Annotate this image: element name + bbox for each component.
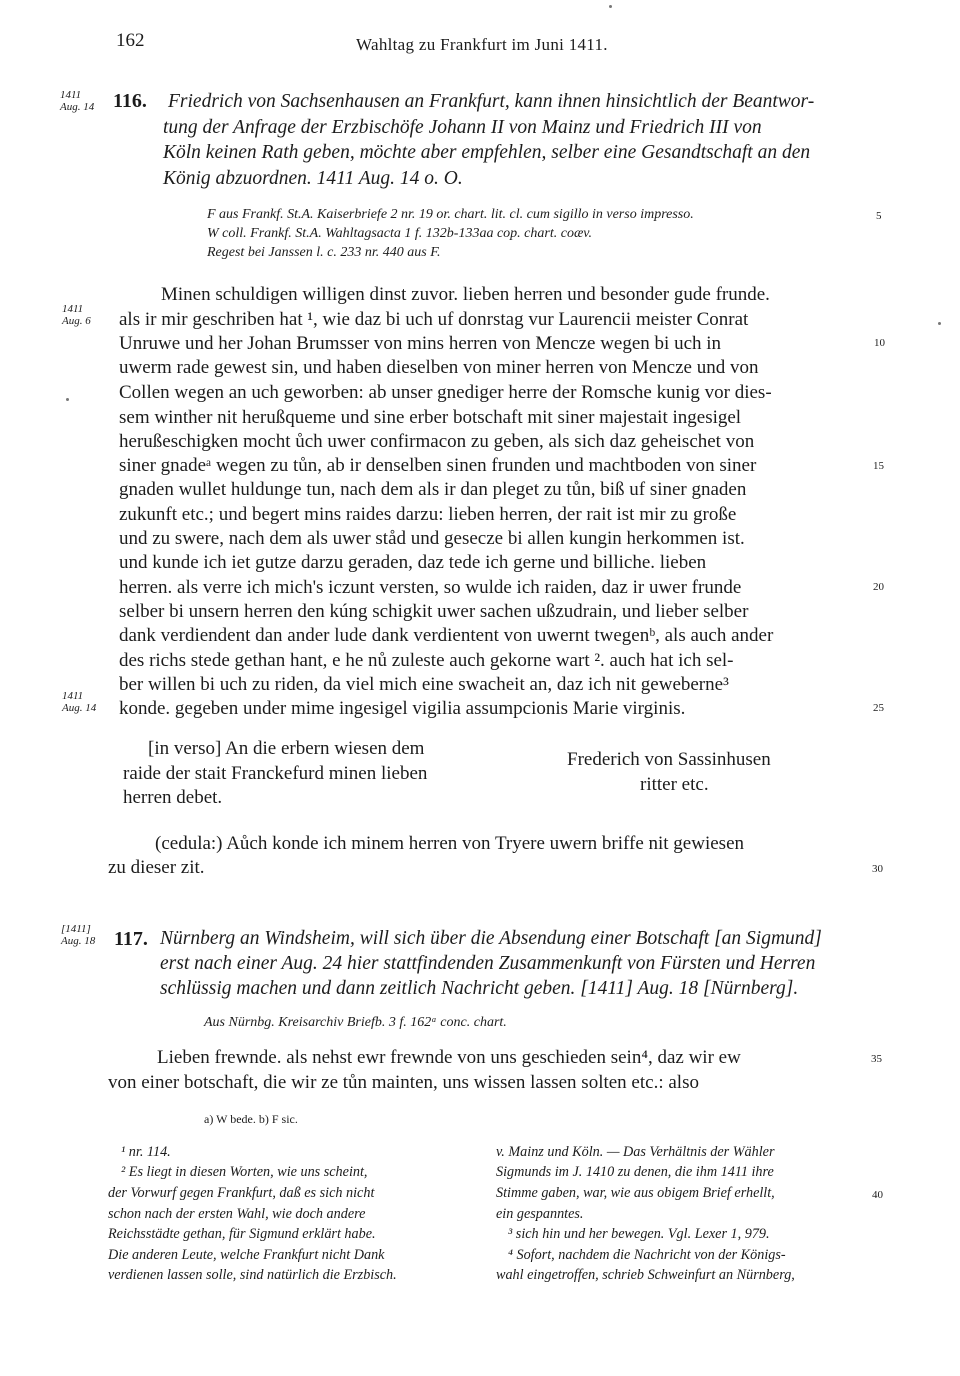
- entry116-text-line: selber bi unsern herren den kúng schigkit uwer sachen ußzudrain, und lieber selber: [119, 601, 749, 622]
- entry116-text-line: dank verdiendent dan ander lude dank verdientent von uwernt twegenᵇ, als auch ander: [119, 625, 774, 646]
- entry116-text-line: als ir mir geschriben hat ¹, wie daz bi uch uf donrstag vur Laurencii meister Conrat: [119, 309, 749, 330]
- scan-speck: [938, 322, 941, 325]
- entry116-source-line: W coll. Frankf. St.A. Wahltagsacta 1 f. 132b-133aa cop. chart. coæv.: [207, 226, 592, 241]
- entry116-regest-line: Köln keinen Rath geben, möchte aber empfehlen, selber eine Gesandtschaft an den: [163, 142, 811, 163]
- entry116-margin-date: 1411 Aug. 14: [60, 89, 95, 113]
- scan-speck: [66, 398, 69, 401]
- entry116-source-line: Regest bei Janssen l. c. 233 nr. 440 aus F.: [207, 245, 441, 260]
- footnote-line: Reichsstädte gethan, für Sigmund erklärt habe.: [108, 1226, 376, 1242]
- signature-title: ritter etc.: [640, 774, 709, 795]
- footnote-line: Die anderen Leute, welche Frankfurt nicht Dank: [108, 1247, 385, 1263]
- footnote-line: Stimme gaben, war, wie aus obigem Brief erhellt,: [496, 1185, 775, 1201]
- entry116-text-line: konde. gegeben under mime ingesigel vigilia assumpcionis Marie virginis.: [119, 698, 686, 719]
- entry117-regest-line: erst nach einer Aug. 24 hier stattfindenden Zusammenkunft von Fürsten und Herren: [160, 953, 816, 974]
- entry116-text-line: gnaden wullet huldunge tun, nach dem als ir dan pleget zu tůn, biß uf siner gnaden: [119, 479, 747, 500]
- running-title: Wahltag zu Frankfurt im Juni 1411.: [356, 35, 608, 54]
- entry116-text-line: herußeschigken mocht ůch uwer confirmacon zu geben, als sich daz geheischet von: [119, 431, 755, 452]
- line-number: 30: [872, 863, 883, 875]
- entry116-text-line: des richs stede gethan hant, e he nů zuleste auch gekorne wart ². auch hat ich sel-: [119, 650, 734, 671]
- footnote-line: ⁴ Sofort, nachdem die Nachricht von der Königs-: [508, 1247, 786, 1263]
- footnote-line: ³ sich hin und her bewegen. Vgl. Lexer 1, 979.: [508, 1226, 770, 1242]
- entry116-text-line: Minen schuldigen willigen dinst zuvor. lieben herren und besonder gude frunde.: [161, 284, 770, 305]
- entry116-text-line: sem winther nit herußqueme und sine erber botschaft mit siner majestait ingesigel: [119, 407, 742, 428]
- entry116-text-line: Collen wegen an uch geworben: ab unser gnediger herre der Romsche kunig vor dies-: [119, 382, 772, 403]
- entry116-regest-line: König abzuordnen. 1411 Aug. 14 o. O.: [163, 168, 463, 189]
- entry117-text-line: Lieben frewnde. als nehst ewr frewnde von uns geschieden sein⁴, daz wir ew: [157, 1047, 741, 1068]
- entry116-text-line: zukunft etc.; und begert mins raides darzu: lieben herren, der rait ist mir zu große: [119, 504, 737, 525]
- footnote-line: Sigmunds im J. 1410 zu denen, die ihm 1411 ihre: [496, 1164, 774, 1180]
- page-number: 162: [116, 30, 145, 51]
- line-number: 40: [872, 1189, 883, 1201]
- footnote-line: verdienen lassen solle, sind natürlich die Erzbisch.: [108, 1267, 397, 1283]
- line-number: 35: [871, 1053, 882, 1065]
- footnote-line: wahl eingetroffen, schrieb Schweinfurt an Nürnberg,: [496, 1267, 795, 1283]
- entry117-number: 117.: [114, 928, 148, 950]
- footnote-line: ² Es liegt in diesen Worten, wie uns scheint,: [121, 1164, 368, 1180]
- entry116-text-line: Unruwe und her Johan Brumsser von mins herren von Mencze wegen bi uch in: [119, 333, 722, 354]
- footnote-line: der Vorwurf gegen Frankfurt, daß es sich nicht: [108, 1185, 375, 1201]
- line-number: 10: [874, 337, 885, 349]
- entry117-margin-date: [1411] Aug. 18: [61, 923, 96, 947]
- entry117-regest-line: schlüssig machen und dann zeitlich Nachricht geben. [1411] Aug. 18 [Nürnberg].: [160, 978, 799, 999]
- entry116-text-line: siner gnadeᵃ wegen zu tůn, ab ir denselben sinen frunden und machtboden von siner: [119, 455, 757, 476]
- cedula-line: zu dieser zit.: [108, 857, 205, 878]
- footnote-line: ¹ nr. 114.: [121, 1144, 171, 1160]
- entry116-text-line: ber willen bi uch zu riden, da viel mich eine swacheit an, daz ich nit geweberne³: [119, 674, 729, 695]
- address-line: raide der stait Franckefurd minen lieben: [123, 763, 428, 784]
- entry117-regest-line: Nürnberg an Windsheim, will sich über die Absendung einer Botschaft [an Sigmund]: [160, 928, 822, 949]
- entry116-text-line: herren. als verre ich mich's iczunt versten, so wulde ich raiden, daz ir uwer frunde: [119, 577, 742, 598]
- entry116-text-margin-date: 1411 Aug. 6: [62, 303, 91, 327]
- entry116-text-line: und zu swere, nach dem als uwer ståd und gesecze bi allen kungin herkommen ist.: [119, 528, 745, 549]
- entry116-number: 116.: [113, 90, 147, 112]
- entry117-text-line: von einer botschaft, die wir ze tůn mainten, uns wissen lassen solten etc.: also: [108, 1072, 699, 1093]
- line-number: 5: [876, 210, 882, 222]
- entry117-source: Aus Nürnbg. Kreisarchiv Briefb. 3 f. 162ᵃ conc. chart.: [204, 1015, 507, 1030]
- entry116-text-line: und kunde ich iet gutze darzu geraden, daz tede ich gerne und billiche. lieben: [119, 552, 707, 573]
- cedula-line: (cedula:) Aůch konde ich minem herren von Tryere uwern briffe nit gewiesen: [155, 833, 744, 854]
- entry116-regest-line: tung der Anfrage der Erzbischöfe Johann II von Mainz und Friedrich III von: [163, 117, 762, 138]
- signature-name: Frederich von Sassinhusen: [567, 749, 771, 770]
- critical-apparatus: a) W bede. b) F sic.: [204, 1112, 298, 1126]
- line-number: 20: [873, 581, 884, 593]
- entry116-regest-line: Friedrich von Sachsenhausen an Frankfurt, kann ihnen hinsichtlich der Beantwor-: [168, 91, 815, 112]
- entry116-text-line: uwerm rade gewest sin, und haben dieselben von miner herren von Mencze und von: [119, 357, 759, 378]
- address-line: [in verso] An die erbern wiesen dem: [148, 738, 425, 759]
- scan-speck: [609, 5, 612, 8]
- address-line: herren debet.: [123, 787, 223, 808]
- entry116-closing-margin-date: 1411 Aug. 14: [62, 690, 97, 714]
- entry116-source-line: F aus Frankf. St.A. Kaiserbriefe 2 nr. 19 or. chart. lit. cl. cum sigillo in verso impresso.: [207, 207, 694, 222]
- line-number: 25: [873, 702, 884, 714]
- footnote-line: ein gespanntes.: [496, 1206, 584, 1222]
- line-number: 15: [873, 460, 884, 472]
- footnote-line: schon nach der ersten Wahl, wie doch andere: [108, 1206, 366, 1222]
- footnote-line: v. Mainz und Köln. — Das Verhältnis der Wähler: [496, 1144, 775, 1160]
